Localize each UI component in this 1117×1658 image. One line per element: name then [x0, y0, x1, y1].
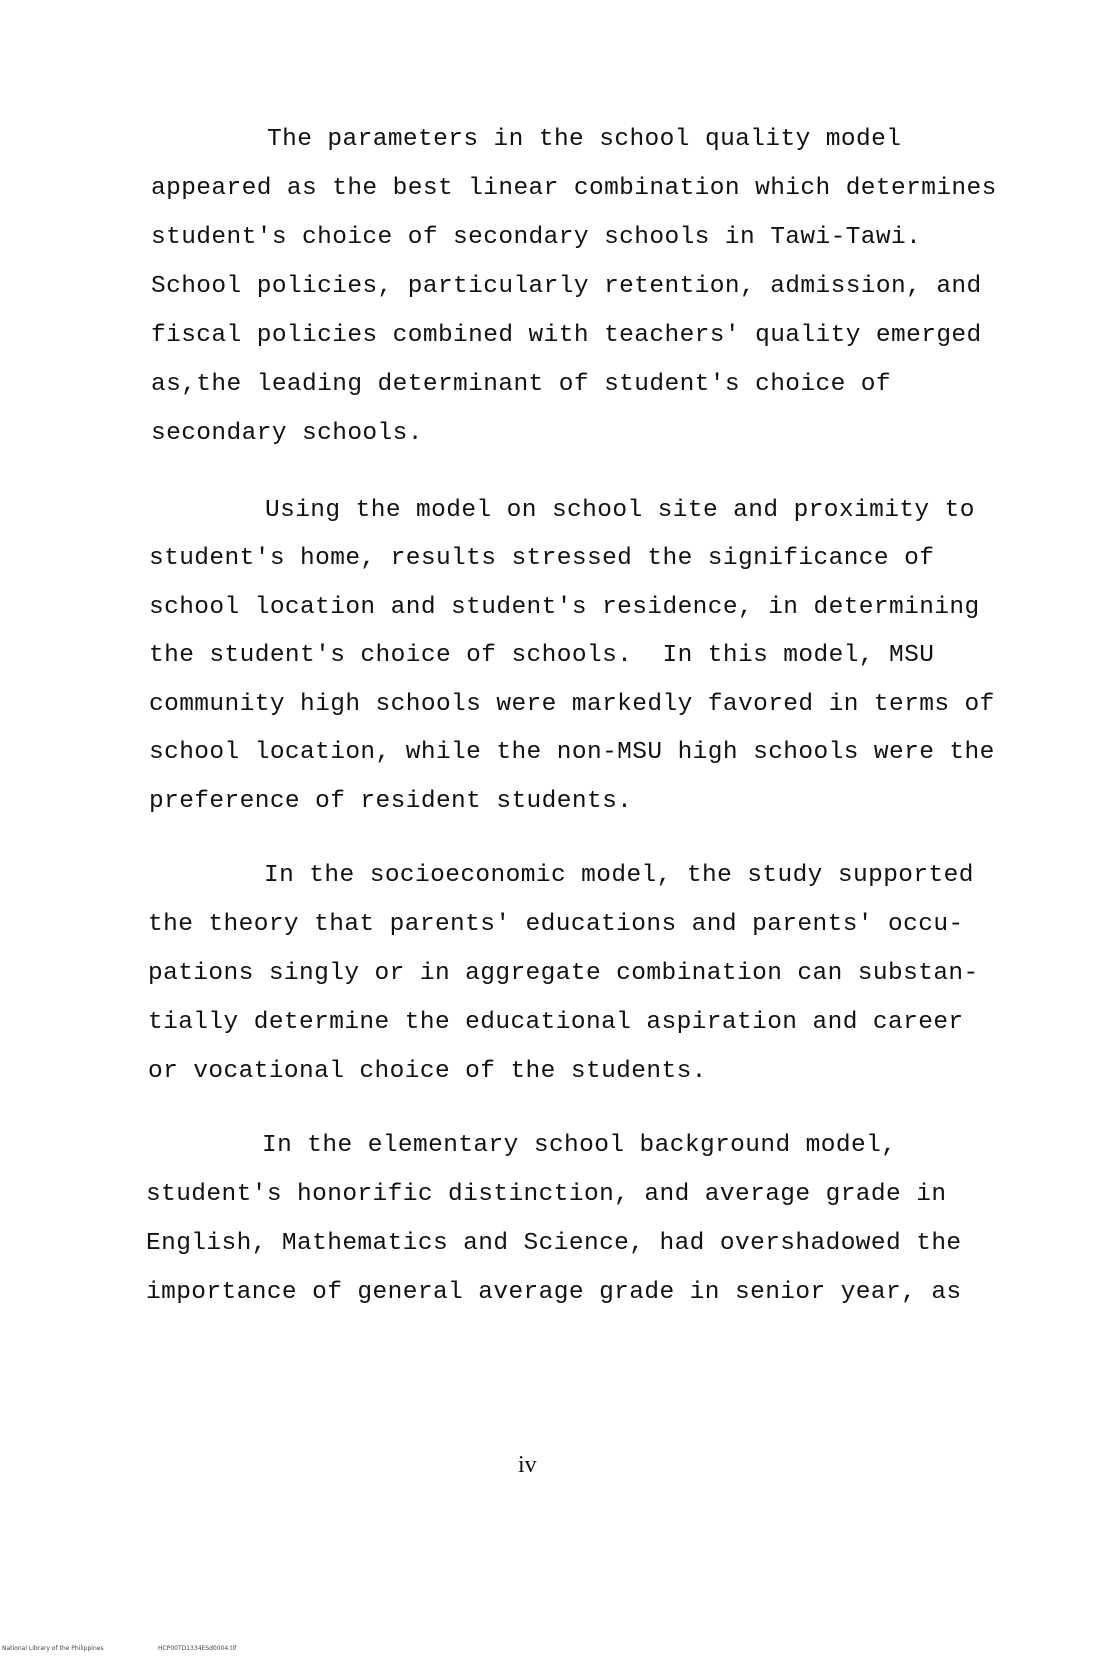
paragraph-4-line-4: importance of general average grade in senior year, as [146, 1279, 962, 1306]
paragraph-2-line-4: the student's choice of schools. In this model, MSU [149, 642, 935, 669]
paragraph-1-line-1: The parameters in the school quality model [267, 126, 902, 153]
paragraph-1-line-2: appeared as the best linear combination which determines [151, 175, 997, 202]
paragraph-1-line-3: student's choice of secondary schools in Tawi-Tawi. [151, 224, 922, 251]
paragraph-3-line-5: or vocational choice of the students. [148, 1058, 707, 1085]
paragraph-3-line-3: pations singly or in aggregate combination can substan- [148, 960, 979, 987]
paragraph-4-line-3: English, Mathematics and Science, had overshadowed the [146, 1230, 962, 1257]
paragraph-2-line-1: Using the model on school site and proximity to [265, 497, 975, 524]
paragraph-4-line-2: student's honorific distinction, and average grade in [146, 1181, 947, 1208]
paragraph-1-line-4: School policies, particularly retention, admission, and [151, 273, 982, 300]
paragraph-1-line-6: as,the leading determinant of student's choice of [151, 371, 892, 398]
paragraph-2-line-2: student's home, results stressed the significance of [149, 545, 935, 572]
footer-file-id: HCP00TD1334ESd0004.tif [158, 1645, 237, 1652]
page-number: iv [518, 1452, 537, 1478]
paragraph-2-line-5: community high schools were markedly favored in terms of [149, 691, 995, 718]
paragraph-1-line-7: secondary schools. [151, 420, 423, 447]
paragraph-1-line-5: fiscal policies combined with teachers' quality emerged [151, 322, 982, 349]
paragraph-3-line-2: the theory that parents' educations and parents' occu- [148, 911, 964, 938]
paragraph-2-line-7: preference of resident students. [149, 788, 633, 815]
paragraph-2-line-3: school location and student's residence, in determining [149, 594, 980, 621]
paragraph-3-line-1: In the socioeconomic model, the study supported [264, 862, 974, 889]
paragraph-3-line-4: tially determine the educational aspiration and career [148, 1009, 964, 1036]
paragraph-4-line-1: In the elementary school background model, [262, 1132, 897, 1159]
footer-library: National Library of the Philippines [2, 1645, 104, 1652]
paragraph-2-line-6: school location, while the non-MSU high schools were the [149, 739, 995, 766]
